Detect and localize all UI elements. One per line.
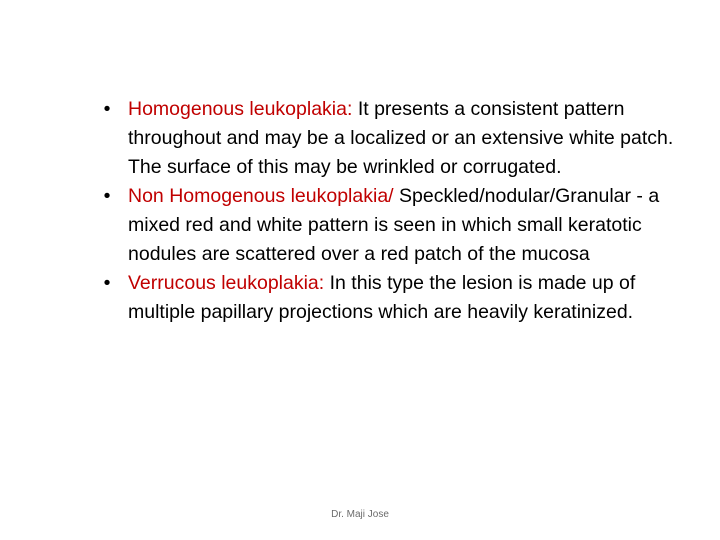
bullet-list (100, 95, 705, 327)
term-verrucous: Verrucous leukoplakia: (128, 272, 325, 294)
bullet-item-non-homogenous (100, 182, 705, 269)
bullet-item-verrucous (100, 269, 705, 327)
bullet-icon: • (103, 272, 111, 294)
bullet-icon: • (103, 185, 111, 207)
description-homogenous: It presents a consistent pattern throughout and may be a localized or an extensive white patch. The surface of this may be wrinkled or corrugated. (128, 98, 674, 178)
term-non-homogenous: Non Homogenous leukoplakia/ (128, 185, 394, 207)
term-homogenous: Homogenous leukoplakia: (128, 98, 353, 120)
slide-content (100, 95, 705, 327)
description-non-homogenous: Speckled/nodular/Granular - a mixed red and white pattern is seen in which small keratotic nodules are scattered over a red patch of the mucosa (128, 185, 660, 265)
description-verrucous: In this type the lesion is made up of multiple papillary projections which are heavily keratinized. (128, 272, 636, 323)
bullet-icon: • (103, 98, 111, 120)
footer-author: Dr. Maji Jose (331, 509, 389, 520)
footer-credit (0, 509, 720, 520)
bullet-item-homogenous (100, 95, 705, 182)
